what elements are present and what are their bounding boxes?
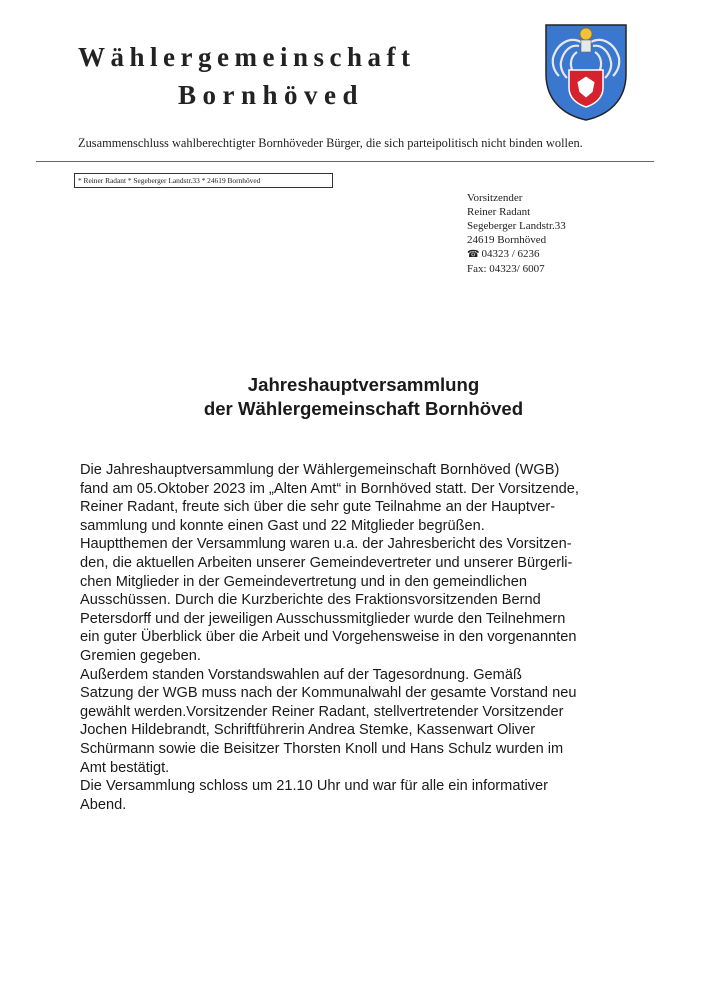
crest-figure-body [581, 40, 591, 52]
organization-title-line2: Bornhöved [178, 80, 365, 110]
contact-block [467, 191, 566, 277]
document-heading [0, 373, 707, 421]
organization-title [78, 38, 498, 114]
report-body [80, 461, 670, 814]
heading-line1: Jahreshauptversammlung [247, 374, 480, 395]
body-line: Außerdem standen Vorstandswahlen auf der Tagesordnung. Gemäß [80, 666, 522, 683]
body-line: Gremien gegeben. [80, 647, 201, 664]
body-line: Satzung der WGB muss nach der Kommunalwahl der gesamte Vorstand neu [80, 685, 577, 702]
body-line: Jochen Hildebrandt, Schriftführerin Andrea Stemke, Kassenwart Oliver [80, 722, 536, 739]
body-line: Hauptthemen der Versammlung waren u.a. der Jahresbericht des Vorsitzen- [80, 536, 572, 553]
body-line: Abend. [80, 796, 127, 813]
body-line: ein guter Überblick über die Arbeit und Vorgehensweise in den vorgenannten [80, 629, 577, 646]
contact-role: Vorsitzender [467, 192, 523, 204]
sender-address-line: * Reiner Radant * Segeberger Landstr.33 * 24619 Bornhöved [74, 173, 333, 188]
organization-tagline: Zusammenschluss wahlberechtigter Bornhöveder Bürger, die sich parteipolitisch nicht binden wollen. [78, 136, 583, 150]
body-line: Amt bestätigt. [80, 759, 170, 776]
contact-city: 24619 Bornhöved [467, 234, 547, 247]
contact-phone-row [467, 247, 566, 262]
body-line: Reiner Radant, freute sich über die sehr gute Teilnahme an der Hauptver- [80, 499, 556, 516]
body-line: Petersdorff und der jeweiligen Ausschussmitglieder wurde den Teilnehmern [80, 610, 566, 627]
body-line: gewählt werden.Vorsitzender Reiner Radant, stellvertretender Vorsitzender [80, 703, 564, 720]
body-line: Schürmann sowie die Beisitzer Thorsten Knoll und Hans Schulz wurden im [80, 740, 564, 757]
contact-name: Reiner Radant [467, 206, 531, 219]
body-line: chen Mitglieder in der Gemeindevertretung und in den gemeindlichen [80, 573, 528, 590]
body-line: Die Versammlung schloss um 21.10 Uhr und war für alle ein informativer [80, 778, 549, 795]
body-line: Ausschüssen. Durch die Kurzberichte des Fraktionsvorsitzenden Bernd [80, 592, 541, 609]
body-line: Die Jahreshauptversammlung der Wählergemeinschaft Bornhöved (WGB) [80, 462, 560, 478]
contact-street: Segeberger Landstr.33 [467, 220, 566, 233]
telephone-icon: ☎ [467, 249, 480, 261]
header-divider [36, 161, 654, 162]
body-line: den, die aktuellen Arbeiten unserer Gemeindevertreter und unserer Bürgerli- [80, 554, 573, 571]
heading-line2: der Wählergemeinschaft Bornhöved [203, 398, 524, 419]
contact-phone: 04323 / 6236 [481, 248, 540, 261]
body-line: fand am 05.Oktober 2023 im „Alten Amt“ in Bornhöved statt. Der Vorsitzende, [80, 480, 579, 497]
organization-title-line1: Wählergemeinschaft [78, 42, 416, 72]
coat-of-arms-icon [543, 22, 629, 122]
contact-fax: Fax: 04323/ 6007 [467, 263, 545, 276]
crest-figure-head [580, 28, 592, 40]
body-line: sammlung und konnte einen Gast und 22 Mitglieder begrüßen. [80, 517, 485, 534]
